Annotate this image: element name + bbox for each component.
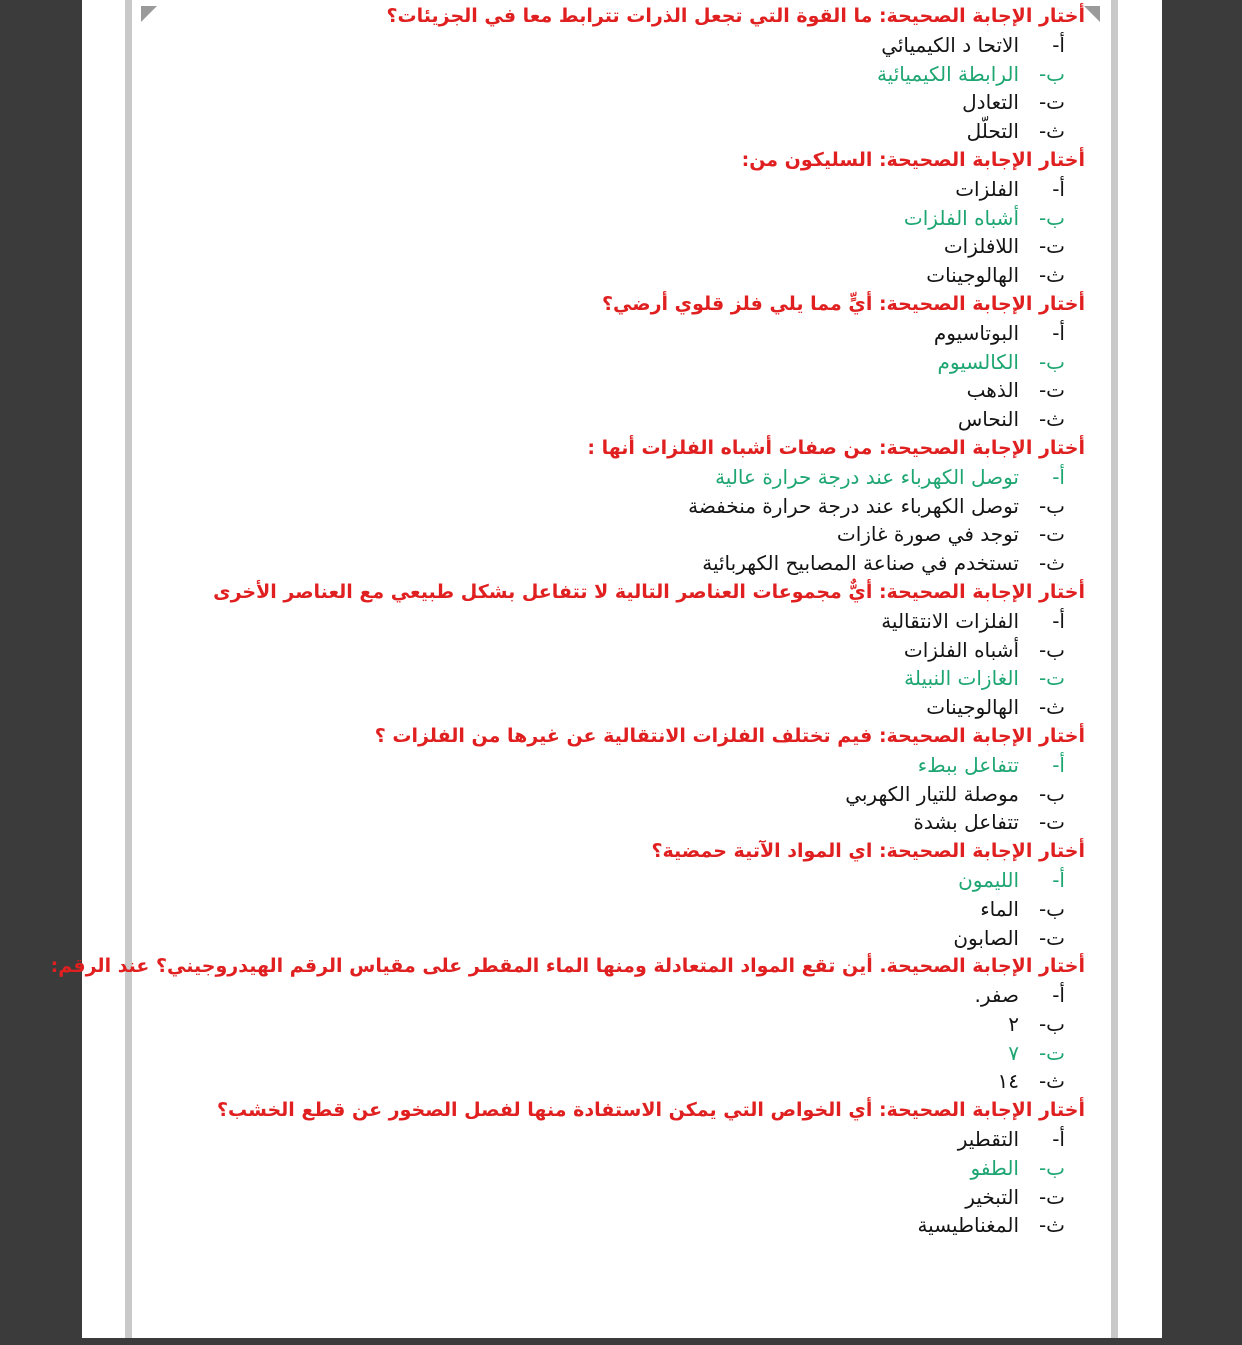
answer-option-correct: ب-الكالسيوم [937,349,1065,374]
answer-option: ت-تتفاعل بشدة [913,810,1065,835]
answer-option-correct: ت-الغازات النبيلة [904,666,1065,691]
answer-option: ب-أشباه الفلزات [903,637,1065,662]
answer-option-correct: أ-توصل الكهرباء عند درجة حرارة عالية [715,464,1065,489]
answer-option: أ-التقطير [957,1127,1065,1152]
answer-option: ت-الصابون [953,925,1065,950]
left-margin-rule [125,0,132,1338]
question-prompt: أختار الإجابة الصحيحة: اي المواد الآتية حمضية؟ [651,840,1085,863]
answer-option: ث-الهالوجينات [926,695,1065,720]
question-prompt: أختار الإجابة الصحيحة. أين تقع المواد المتعادلة ومنها الماء المقطر على مقياس الرقم الهيدروجيني؟ عند الرقم: [50,955,1085,978]
question-prompt: أختار الإجابة الصحيحة: السليكون من: [741,148,1085,171]
answer-option: ب-٢ [1008,1011,1065,1036]
answer-option: ث-النحاس [957,407,1065,432]
answer-option: ب-الماء [980,896,1065,921]
question-prompt: أختار الإجابة الصحيحة: أي الخواص التي يمكن الاستفادة منها لفصل الصخور عن قطع الخشب؟ [217,1099,1085,1122]
answer-option: ث-المغناطيسية [917,1213,1065,1238]
answer-option: ث-تستخدم في صناعة المصابيح الكهربائية [702,551,1065,576]
answer-option: ت-توجد في صورة غازات [836,522,1065,547]
answer-option: ت-التعادل [962,90,1065,115]
answer-option-correct: ب-أشباه الفلزات [903,205,1065,230]
answer-option: ب-موصلة للتيار الكهربي [845,781,1065,806]
answer-option-correct: ب-الرابطة الكيميائية [876,61,1065,86]
answer-option: ث-الهالوجينات [926,263,1065,288]
viewer-bottom-edge [0,1338,1242,1345]
question-prompt: أختار الإجابة الصحيحة: ما القوة التي تجعل الذرات تترابط معا في الجزيئات؟ [386,5,1085,27]
quiz-document [50,2,1085,1240]
question-prompt: أختار الإجابة الصحيحة: من صفات أشباه الفلزات أنها : [587,436,1085,459]
answer-option: ت-اللافلزات [943,234,1065,259]
page-corner-marker-right [1084,6,1100,22]
answer-option: ث-١٤ [997,1069,1065,1094]
question-prompt: أختار الإجابة الصحيحة: فيم تختلف الفلزات الانتقالية عن غيرها من الفلزات ؟ [374,724,1085,747]
right-margin-rule [1111,0,1118,1338]
answer-option: ث-التحلّل [966,119,1065,144]
question-prompt: أختار الإجابة الصحيحة: أيٌّ مجموعات العناصر التالية لا تتفاعل بشكل طبيعي مع العناصر الأخرى [213,580,1085,603]
answer-option-correct: ب-الطفو [970,1155,1065,1180]
answer-option: ب-توصل الكهرباء عند درجة حرارة منخفضة [688,493,1065,518]
answer-option-correct: ت-٧ [1008,1040,1065,1065]
answer-option-correct: أ-تتفاعل ببطء [917,752,1065,777]
answer-option: ت-الذهب [966,378,1065,403]
answer-option-correct: أ-الليمون [958,867,1065,892]
question-prompt: أختار الإجابة الصحيحة: أيٍّ مما يلي فلز قلوي أرضي؟ [602,292,1085,315]
answer-option: أ-البوتاسيوم [933,320,1065,345]
answer-option: ت-التبخير [965,1184,1065,1209]
answer-option: أ-الاتحا د الكيميائي [881,32,1065,57]
answer-option: أ-الفلزات [955,176,1065,201]
answer-option: أ-الفلزات الانتقالية [881,608,1065,633]
answer-option: أ-صفر. [974,983,1065,1008]
